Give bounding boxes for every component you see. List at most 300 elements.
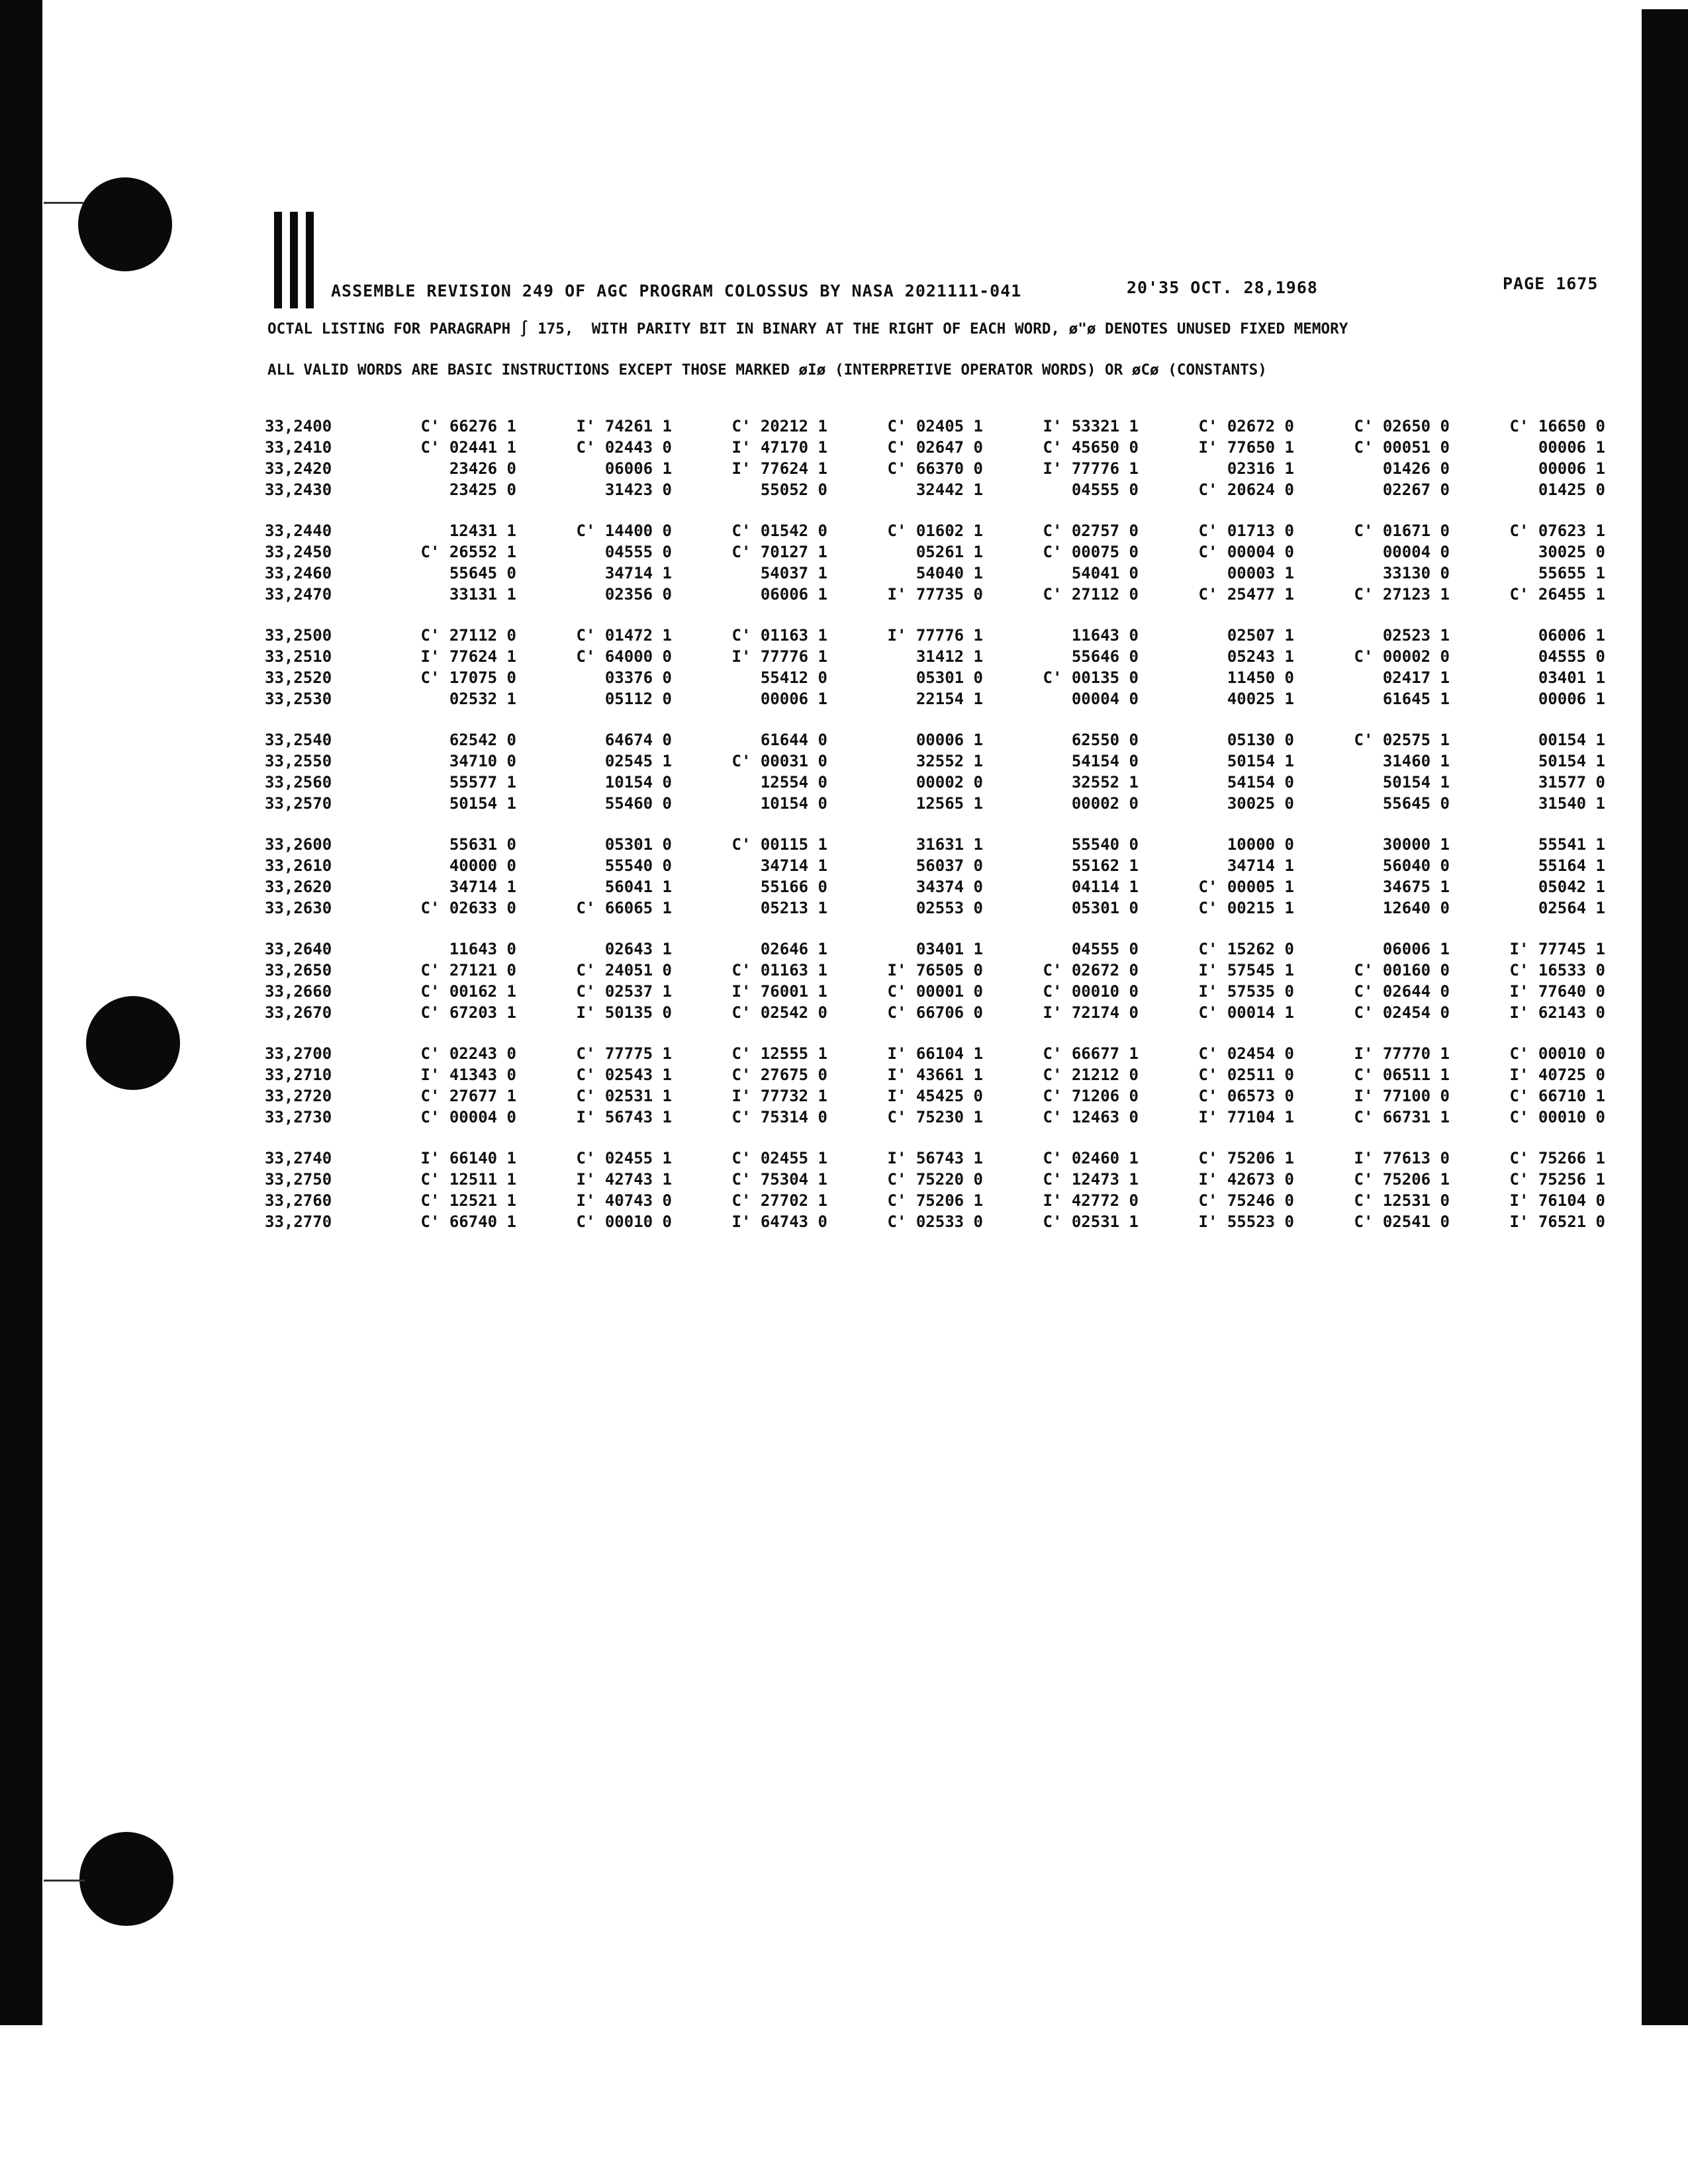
octal-word: C' 12521 1 <box>420 1191 516 1210</box>
octal-word: I' 77770 1 <box>1354 1044 1450 1063</box>
octal-word: C' 25477 1 <box>1198 585 1294 604</box>
octal-word: I' 77104 1 <box>1198 1108 1294 1126</box>
scan-left-edge <box>0 0 42 2025</box>
octal-word: 55645 0 <box>449 564 516 582</box>
octal-word: 50154 1 <box>1227 752 1294 770</box>
octal-word: 00003 1 <box>1227 564 1294 582</box>
octal-word: I' 77776 1 <box>1043 459 1139 478</box>
row-address: 33,2620 <box>265 878 332 896</box>
punch-hole-middle <box>86 996 180 1090</box>
octal-word: I' 57545 1 <box>1198 961 1294 979</box>
octal-word: 54040 1 <box>915 564 983 582</box>
row-address: 33,2610 <box>265 856 332 875</box>
listing-row <box>265 982 1628 1003</box>
octal-word: C' 75246 0 <box>1198 1191 1294 1210</box>
listing-group <box>265 522 1628 606</box>
octal-word: C' 00160 0 <box>1354 961 1450 979</box>
listing-row <box>265 1108 1628 1129</box>
row-address: 33,2440 <box>265 522 332 540</box>
listing-row <box>265 564 1628 585</box>
octal-word: C' 64000 0 <box>576 647 672 666</box>
octal-word: I' 77640 0 <box>1509 982 1605 1001</box>
octal-word: I' 50135 0 <box>576 1003 672 1022</box>
listing-row <box>265 1066 1628 1087</box>
octal-word: 61645 1 <box>1382 690 1450 708</box>
row-address: 33,2730 <box>265 1108 332 1126</box>
octal-word: 05261 1 <box>915 543 983 561</box>
scan-right-edge <box>1642 9 1688 2025</box>
octal-word: 22154 1 <box>915 690 983 708</box>
octal-word: 62550 0 <box>1071 731 1139 749</box>
octal-word: 50154 1 <box>1382 773 1450 792</box>
octal-word: 50154 1 <box>1538 752 1605 770</box>
row-address: 33,2710 <box>265 1066 332 1084</box>
octal-word: I' 66104 1 <box>887 1044 983 1063</box>
octal-word: 55645 0 <box>1382 794 1450 813</box>
octal-word: I' 76001 1 <box>731 982 827 1001</box>
octal-word: 55162 1 <box>1071 856 1139 875</box>
listing-row <box>265 856 1628 878</box>
octal-word: C' 01163 1 <box>731 961 827 979</box>
punch-hole-mark <box>44 202 83 204</box>
octal-word: C' 75230 1 <box>887 1108 983 1126</box>
header-datetime: 20'35 OCT. 28,1968 <box>1127 278 1318 297</box>
octal-word: C' 27675 0 <box>731 1066 827 1084</box>
listing-row <box>265 668 1628 690</box>
octal-word: C' 75206 1 <box>887 1191 983 1210</box>
octal-word: 62542 0 <box>449 731 516 749</box>
octal-word: 55655 1 <box>1538 564 1605 582</box>
octal-word: C' 27112 0 <box>420 626 516 645</box>
octal-word: C' 02531 1 <box>1043 1212 1139 1231</box>
octal-word: C' 24051 0 <box>576 961 672 979</box>
octal-word: C' 20624 0 <box>1198 480 1294 499</box>
octal-word: I' 77624 1 <box>420 647 516 666</box>
row-address: 33,2720 <box>265 1087 332 1105</box>
octal-word: 11450 0 <box>1227 668 1294 687</box>
octal-word: 06006 1 <box>604 459 672 478</box>
octal-word: 06006 1 <box>1382 940 1450 958</box>
octal-word: 10000 0 <box>1227 835 1294 854</box>
octal-word: 04555 0 <box>604 543 672 561</box>
octal-word: 34714 1 <box>1227 856 1294 875</box>
octal-word: C' 02757 0 <box>1043 522 1139 540</box>
octal-word: I' 56743 1 <box>887 1149 983 1167</box>
row-address: 33,2470 <box>265 585 332 604</box>
listing-row <box>265 1149 1628 1170</box>
octal-word: C' 02243 0 <box>420 1044 516 1063</box>
octal-word: I' 42772 0 <box>1043 1191 1139 1210</box>
octal-word: I' 41343 0 <box>420 1066 516 1084</box>
octal-word: 31631 1 <box>915 835 983 854</box>
octal-word: 03401 1 <box>915 940 983 958</box>
listing-row <box>265 522 1628 543</box>
octal-word: 00006 1 <box>1538 438 1605 457</box>
octal-word: 03376 0 <box>604 668 672 687</box>
octal-word: 05130 0 <box>1227 731 1294 749</box>
row-address: 33,2540 <box>265 731 332 749</box>
octal-word: 34675 1 <box>1382 878 1450 896</box>
octal-word: 02507 1 <box>1227 626 1294 645</box>
listing-group <box>265 1149 1628 1234</box>
octal-word: 54154 0 <box>1227 773 1294 792</box>
listing-row <box>265 731 1628 752</box>
octal-word: C' 01602 1 <box>887 522 983 540</box>
listing-group <box>265 417 1628 502</box>
listing-row <box>265 940 1628 961</box>
row-address: 33,2420 <box>265 459 332 478</box>
listing-group <box>265 731 1628 815</box>
octal-word: C' 02455 1 <box>731 1149 827 1167</box>
octal-word: 32552 1 <box>1071 773 1139 792</box>
octal-word: C' 02460 1 <box>1043 1149 1139 1167</box>
octal-word: I' 43661 1 <box>887 1066 983 1084</box>
octal-word: C' 66065 1 <box>576 899 672 917</box>
listing-row <box>265 752 1628 773</box>
octal-word: 55164 1 <box>1538 856 1605 875</box>
octal-word: I' 66140 1 <box>420 1149 516 1167</box>
octal-word: C' 00215 1 <box>1198 899 1294 917</box>
octal-word: C' 02454 0 <box>1198 1044 1294 1063</box>
row-address: 33,2600 <box>265 835 332 854</box>
octal-word: 12640 0 <box>1382 899 1450 917</box>
listing-group <box>265 835 1628 920</box>
octal-word: 34710 0 <box>449 752 516 770</box>
octal-word: 55052 0 <box>760 480 827 499</box>
octal-word: 02316 1 <box>1227 459 1294 478</box>
row-address: 33,2460 <box>265 564 332 582</box>
listing-row <box>265 459 1628 480</box>
octal-word: C' 02455 1 <box>576 1149 672 1167</box>
octal-word: 02545 1 <box>604 752 672 770</box>
octal-word: I' 42673 0 <box>1198 1170 1294 1189</box>
octal-word: I' 74261 1 <box>576 417 672 435</box>
octal-word: I' 77624 1 <box>731 459 827 478</box>
row-address: 33,2430 <box>265 480 332 499</box>
octal-word: 00006 1 <box>760 690 827 708</box>
row-address: 33,2640 <box>265 940 332 958</box>
octal-word: C' 02672 0 <box>1198 417 1294 435</box>
row-address: 33,2760 <box>265 1191 332 1210</box>
octal-word: 00004 0 <box>1382 543 1450 561</box>
octal-word: 54037 1 <box>760 564 827 582</box>
octal-word: 02646 1 <box>760 940 827 958</box>
octal-word: I' 77650 1 <box>1198 438 1294 457</box>
octal-word: C' 66370 0 <box>887 459 983 478</box>
octal-word: C' 00010 0 <box>1509 1044 1605 1063</box>
listing-row <box>265 773 1628 794</box>
octal-word: I' 77732 1 <box>731 1087 827 1105</box>
row-address: 33,2670 <box>265 1003 332 1022</box>
octal-word: C' 07623 1 <box>1509 522 1605 540</box>
octal-word: 02417 1 <box>1382 668 1450 687</box>
octal-word: 01425 0 <box>1538 480 1605 499</box>
octal-word: 50154 1 <box>449 794 516 813</box>
octal-word: 31423 0 <box>604 480 672 499</box>
octal-word: C' 00051 0 <box>1354 438 1450 457</box>
punch-hole-top <box>78 177 172 271</box>
octal-word: C' 75256 1 <box>1509 1170 1605 1189</box>
octal-word: C' 27702 1 <box>731 1191 827 1210</box>
octal-word: 02564 1 <box>1538 899 1605 917</box>
octal-word: 02523 1 <box>1382 626 1450 645</box>
octal-word: I' 40725 0 <box>1509 1066 1605 1084</box>
octal-word: C' 00004 0 <box>420 1108 516 1126</box>
octal-word: 33130 0 <box>1382 564 1450 582</box>
octal-word: C' 20212 1 <box>731 417 827 435</box>
octal-word: 55631 0 <box>449 835 516 854</box>
octal-word: C' 26552 1 <box>420 543 516 561</box>
octal-word: C' 66731 1 <box>1354 1108 1450 1126</box>
row-address: 33,2660 <box>265 982 332 1001</box>
octal-word: I' 76505 0 <box>887 961 983 979</box>
octal-word: C' 00014 1 <box>1198 1003 1294 1022</box>
listing-row <box>265 647 1628 668</box>
octal-word: C' 12511 1 <box>420 1170 516 1189</box>
octal-word: I' 45425 0 <box>887 1087 983 1105</box>
octal-word: C' 21212 0 <box>1043 1066 1139 1084</box>
octal-word: C' 75206 1 <box>1198 1149 1294 1167</box>
octal-word: C' 15262 0 <box>1198 940 1294 958</box>
octal-word: C' 01542 0 <box>731 522 827 540</box>
octal-word: 31460 1 <box>1382 752 1450 770</box>
listing-row <box>265 480 1628 502</box>
octal-word: 06006 1 <box>1538 626 1605 645</box>
octal-word: C' 02650 0 <box>1354 417 1450 435</box>
listing-row <box>265 1044 1628 1066</box>
octal-word: C' 45650 0 <box>1043 438 1139 457</box>
octal-word: I' 77745 1 <box>1509 940 1605 958</box>
octal-word: 56040 0 <box>1382 856 1450 875</box>
octal-word: 30025 0 <box>1227 794 1294 813</box>
octal-word: 02532 1 <box>449 690 516 708</box>
octal-word: 05243 1 <box>1227 647 1294 666</box>
octal-word: C' 75220 0 <box>887 1170 983 1189</box>
octal-word: C' 14400 0 <box>576 522 672 540</box>
octal-word: I' 40743 0 <box>576 1191 672 1210</box>
listing-row <box>265 1191 1628 1212</box>
octal-word: 05112 0 <box>604 690 672 708</box>
octal-word: I' 77776 1 <box>887 626 983 645</box>
octal-word: 11643 0 <box>1071 626 1139 645</box>
octal-word: C' 06511 1 <box>1354 1066 1450 1084</box>
page-number: PAGE 1675 <box>1503 274 1599 293</box>
punch-hole-mark <box>44 1880 85 1882</box>
header-valid-words-note: ALL VALID WORDS ARE BASIC INSTRUCTIONS EXCEPT THOSE MARKED øIø (INTERPRETIVE OPERATOR WORDS) OR øCø (CONSTANTS) <box>267 361 1267 379</box>
octal-word: 34714 1 <box>760 856 827 875</box>
listing-row <box>265 417 1628 438</box>
octal-word: 33131 1 <box>449 585 516 604</box>
octal-word: C' 00010 0 <box>576 1212 672 1231</box>
row-address: 33,2520 <box>265 668 332 687</box>
octal-word: 56037 0 <box>915 856 983 875</box>
octal-word: 05301 0 <box>915 668 983 687</box>
octal-word: 02643 1 <box>604 940 672 958</box>
octal-word: 00002 0 <box>915 773 983 792</box>
octal-word: C' 16650 0 <box>1509 417 1605 435</box>
listing-row <box>265 690 1628 711</box>
octal-word: I' 42743 1 <box>576 1170 672 1189</box>
listing-row <box>265 1003 1628 1024</box>
listing-row <box>265 794 1628 815</box>
octal-word: C' 75266 1 <box>1509 1149 1605 1167</box>
row-address: 33,2570 <box>265 794 332 813</box>
octal-word: 02356 0 <box>604 585 672 604</box>
octal-word: 54154 0 <box>1071 752 1139 770</box>
octal-word: 00006 1 <box>1538 459 1605 478</box>
octal-word: C' 00075 0 <box>1043 543 1139 561</box>
octal-word: I' 47170 1 <box>731 438 827 457</box>
octal-word: C' 16533 0 <box>1509 961 1605 979</box>
octal-word: C' 00135 0 <box>1043 668 1139 687</box>
octal-word: C' 02511 0 <box>1198 1066 1294 1084</box>
octal-word: C' 00004 0 <box>1198 543 1294 561</box>
octal-word: 12431 1 <box>449 522 516 540</box>
octal-word: C' 00162 1 <box>420 982 516 1001</box>
row-address: 33,2510 <box>265 647 332 666</box>
octal-word: C' 00115 1 <box>731 835 827 854</box>
listing-row <box>265 835 1628 856</box>
octal-word: 05301 0 <box>604 835 672 854</box>
octal-word: C' 02633 0 <box>420 899 516 917</box>
octal-word: 00002 0 <box>1071 794 1139 813</box>
listing-row <box>265 626 1628 647</box>
octal-word: 31412 1 <box>915 647 983 666</box>
octal-word: 12554 0 <box>760 773 827 792</box>
octal-word: 05042 1 <box>1538 878 1605 896</box>
row-address: 33,2550 <box>265 752 332 770</box>
octal-word: C' 12531 0 <box>1354 1191 1450 1210</box>
octal-word: C' 02672 0 <box>1043 961 1139 979</box>
listing-row <box>265 899 1628 920</box>
octal-word: 04555 0 <box>1071 940 1139 958</box>
octal-word: 06006 1 <box>760 585 827 604</box>
octal-word: C' 26455 1 <box>1509 585 1605 604</box>
listing-group <box>265 1044 1628 1129</box>
octal-word: 30000 1 <box>1382 835 1450 854</box>
octal-word: C' 12555 1 <box>731 1044 827 1063</box>
octal-word: C' 02537 1 <box>576 982 672 1001</box>
octal-listing <box>265 417 1628 1253</box>
octal-word: C' 12473 1 <box>1043 1170 1139 1189</box>
row-address: 33,2530 <box>265 690 332 708</box>
octal-word: 00006 1 <box>1538 690 1605 708</box>
octal-word: C' 02454 0 <box>1354 1003 1450 1022</box>
octal-word: C' 02542 0 <box>731 1003 827 1022</box>
octal-word: I' 76104 0 <box>1509 1191 1605 1210</box>
octal-word: C' 27121 0 <box>420 961 516 979</box>
octal-word: C' 00002 0 <box>1354 647 1450 666</box>
octal-word: 34714 1 <box>449 878 516 896</box>
listing-row <box>265 585 1628 606</box>
row-address: 33,2740 <box>265 1149 332 1167</box>
octal-word: 04555 0 <box>1538 647 1605 666</box>
row-address: 33,2750 <box>265 1170 332 1189</box>
octal-word: 34374 0 <box>915 878 983 896</box>
octal-word: C' 00031 0 <box>731 752 827 770</box>
octal-word: C' 01163 1 <box>731 626 827 645</box>
octal-word: 02553 0 <box>915 899 983 917</box>
octal-word: C' 02647 0 <box>887 438 983 457</box>
octal-word: I' 53321 1 <box>1043 417 1139 435</box>
row-address: 33,2700 <box>265 1044 332 1063</box>
octal-word: C' 02644 0 <box>1354 982 1450 1001</box>
octal-word: I' 55523 0 <box>1198 1212 1294 1231</box>
row-address: 33,2630 <box>265 899 332 917</box>
octal-word: C' 75206 1 <box>1354 1170 1450 1189</box>
octal-word: C' 66706 0 <box>887 1003 983 1022</box>
octal-word: 40000 0 <box>449 856 516 875</box>
octal-word: 55540 0 <box>1071 835 1139 854</box>
octal-word: 32442 1 <box>915 480 983 499</box>
listing-row <box>265 1087 1628 1108</box>
octal-word: 55460 0 <box>604 794 672 813</box>
listing-row <box>265 1170 1628 1191</box>
octal-word: 34714 1 <box>604 564 672 582</box>
row-address: 33,2410 <box>265 438 332 457</box>
octal-word: I' 56743 1 <box>576 1108 672 1126</box>
row-address: 33,2500 <box>265 626 332 645</box>
octal-word: I' 72174 0 <box>1043 1003 1139 1022</box>
octal-word: 64674 0 <box>604 731 672 749</box>
octal-word: 31540 1 <box>1538 794 1605 813</box>
octal-word: C' 75314 0 <box>731 1108 827 1126</box>
octal-word: 04555 0 <box>1071 480 1139 499</box>
octal-word: 40025 1 <box>1227 690 1294 708</box>
octal-word: C' 66677 1 <box>1043 1044 1139 1063</box>
listing-row <box>265 961 1628 982</box>
octal-word: C' 77775 1 <box>576 1044 672 1063</box>
octal-word: 55540 0 <box>604 856 672 875</box>
octal-word: I' 62143 0 <box>1509 1003 1605 1022</box>
listing-group <box>265 940 1628 1024</box>
octal-word: 30025 0 <box>1538 543 1605 561</box>
row-address: 33,2560 <box>265 773 332 792</box>
listing-row <box>265 438 1628 459</box>
octal-word: C' 02575 1 <box>1354 731 1450 749</box>
octal-word: I' 64743 0 <box>731 1212 827 1231</box>
octal-word: C' 66276 1 <box>420 417 516 435</box>
octal-word: 31577 0 <box>1538 773 1605 792</box>
octal-word: C' 75304 1 <box>731 1170 827 1189</box>
octal-word: 55166 0 <box>760 878 827 896</box>
octal-word: C' 01472 1 <box>576 626 672 645</box>
octal-word: C' 27677 1 <box>420 1087 516 1105</box>
octal-word: C' 02543 1 <box>576 1066 672 1084</box>
header-octal-listing-note: OCTAL LISTING FOR PARAGRAPH ∫ 175, WITH PARITY BIT IN BINARY AT THE RIGHT OF EACH WORD, ø"ø DENOTES UNUSED FIXED MEMORY <box>267 320 1348 338</box>
octal-word: 56041 1 <box>604 878 672 896</box>
octal-word: C' 02541 0 <box>1354 1212 1450 1231</box>
octal-word: C' 02533 0 <box>887 1212 983 1231</box>
octal-word: 10154 0 <box>604 773 672 792</box>
octal-word: C' 66740 1 <box>420 1212 516 1231</box>
octal-word: 05301 0 <box>1071 899 1139 917</box>
octal-word: C' 02443 0 <box>576 438 672 457</box>
octal-word: 54041 0 <box>1071 564 1139 582</box>
octal-word: C' 17075 0 <box>420 668 516 687</box>
octal-word: 10154 0 <box>760 794 827 813</box>
octal-word: 00154 1 <box>1538 731 1605 749</box>
octal-word: C' 01671 0 <box>1354 522 1450 540</box>
octal-word: 55541 1 <box>1538 835 1605 854</box>
octal-word: 11643 0 <box>449 940 516 958</box>
octal-word: 55646 0 <box>1071 647 1139 666</box>
row-address: 33,2770 <box>265 1212 332 1231</box>
octal-word: C' 27123 1 <box>1354 585 1450 604</box>
octal-word: C' 00005 1 <box>1198 878 1294 896</box>
octal-word: C' 02531 1 <box>576 1087 672 1105</box>
octal-word: 00004 0 <box>1071 690 1139 708</box>
